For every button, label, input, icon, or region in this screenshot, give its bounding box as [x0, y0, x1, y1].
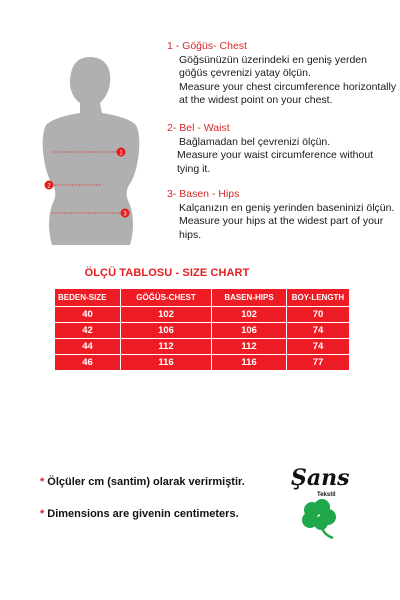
instruction-waist: [167, 122, 397, 176]
table-cell: 112: [212, 339, 287, 355]
table-row: [55, 355, 350, 371]
table-cell: 44: [55, 339, 121, 355]
instruction-text-tr: Bağlamadan bel çevrenizi ölçün.: [179, 135, 331, 148]
instruction-heading: 3- Basen - Hips: [167, 188, 240, 200]
table-cell: 46: [55, 355, 121, 371]
svg-text:1: 1: [119, 150, 123, 157]
table-cell: 74: [287, 323, 350, 339]
marker-1: [117, 148, 126, 157]
instruction-text-tr: Göğsünüzün üzerindeki en geniş yerden göğüs çevrenizi yatay ölçün.: [179, 53, 367, 79]
instruction-heading: 2- Bel - Waist: [167, 122, 230, 134]
table-row: [55, 307, 350, 323]
brand-logo: [285, 465, 355, 545]
svg-text:3: 3: [123, 211, 127, 218]
table-cell: 106: [212, 323, 287, 339]
marker-2: [45, 181, 54, 190]
table-cell: 77: [287, 355, 350, 371]
asterisk: *: [40, 476, 45, 488]
size-chart-table: [54, 288, 350, 371]
logo-wordmark: Şans: [291, 465, 350, 491]
note-text: Dimensions are givenin centimeters.: [47, 508, 239, 520]
table-cell: 70: [287, 307, 350, 323]
instruction-heading: 1 - Göğüs- Chest: [167, 40, 247, 52]
marker-3: [121, 209, 130, 218]
instruction-hips: [167, 188, 397, 242]
body-silhouette-figure: [30, 55, 150, 245]
table-cell: 102: [121, 307, 212, 323]
table-cell: 116: [212, 355, 287, 371]
column-header: BASEN-HIPS: [212, 289, 287, 307]
note-units-en: [40, 508, 239, 520]
size-chart-title: ÖLÇÜ TABLOSU - SIZE CHART: [84, 267, 250, 279]
table-cell: 42: [55, 323, 121, 339]
table-header-row: [55, 289, 350, 307]
svg-text:2: 2: [47, 183, 51, 190]
table-cell: 106: [121, 323, 212, 339]
instruction-chest: [167, 40, 397, 108]
table-cell: 102: [212, 307, 287, 323]
table-row: [55, 339, 350, 355]
table-cell: 112: [121, 339, 212, 355]
clover-icon: [297, 498, 343, 540]
instruction-text-en: Measure your hips at the widest part of your hips.: [179, 215, 384, 241]
instruction-text-en: Measure your chest circumference horizontally at the widest point on your chest.: [179, 80, 397, 106]
instruction-text-tr: Kalçanızın en geniş yerinden baseninizi ölçün.: [179, 201, 395, 214]
column-header: BOY-LENGTH: [287, 289, 350, 307]
table-cell: 116: [121, 355, 212, 371]
table-cell: 74: [287, 339, 350, 355]
instruction-text-en: Measure your waist circumference without tying it.: [177, 149, 374, 175]
note-units-tr: [40, 476, 245, 488]
note-text: Ölçüler cm (santim) olarak verirmiştir.: [47, 476, 245, 488]
column-header: BEDEN-SIZE: [55, 289, 121, 307]
table-cell: 40: [55, 307, 121, 323]
table-row: [55, 323, 350, 339]
logo-subtitle: Tekstil: [317, 492, 336, 498]
column-header: GÖĞÜS-CHEST: [121, 289, 212, 307]
asterisk: *: [40, 508, 45, 520]
